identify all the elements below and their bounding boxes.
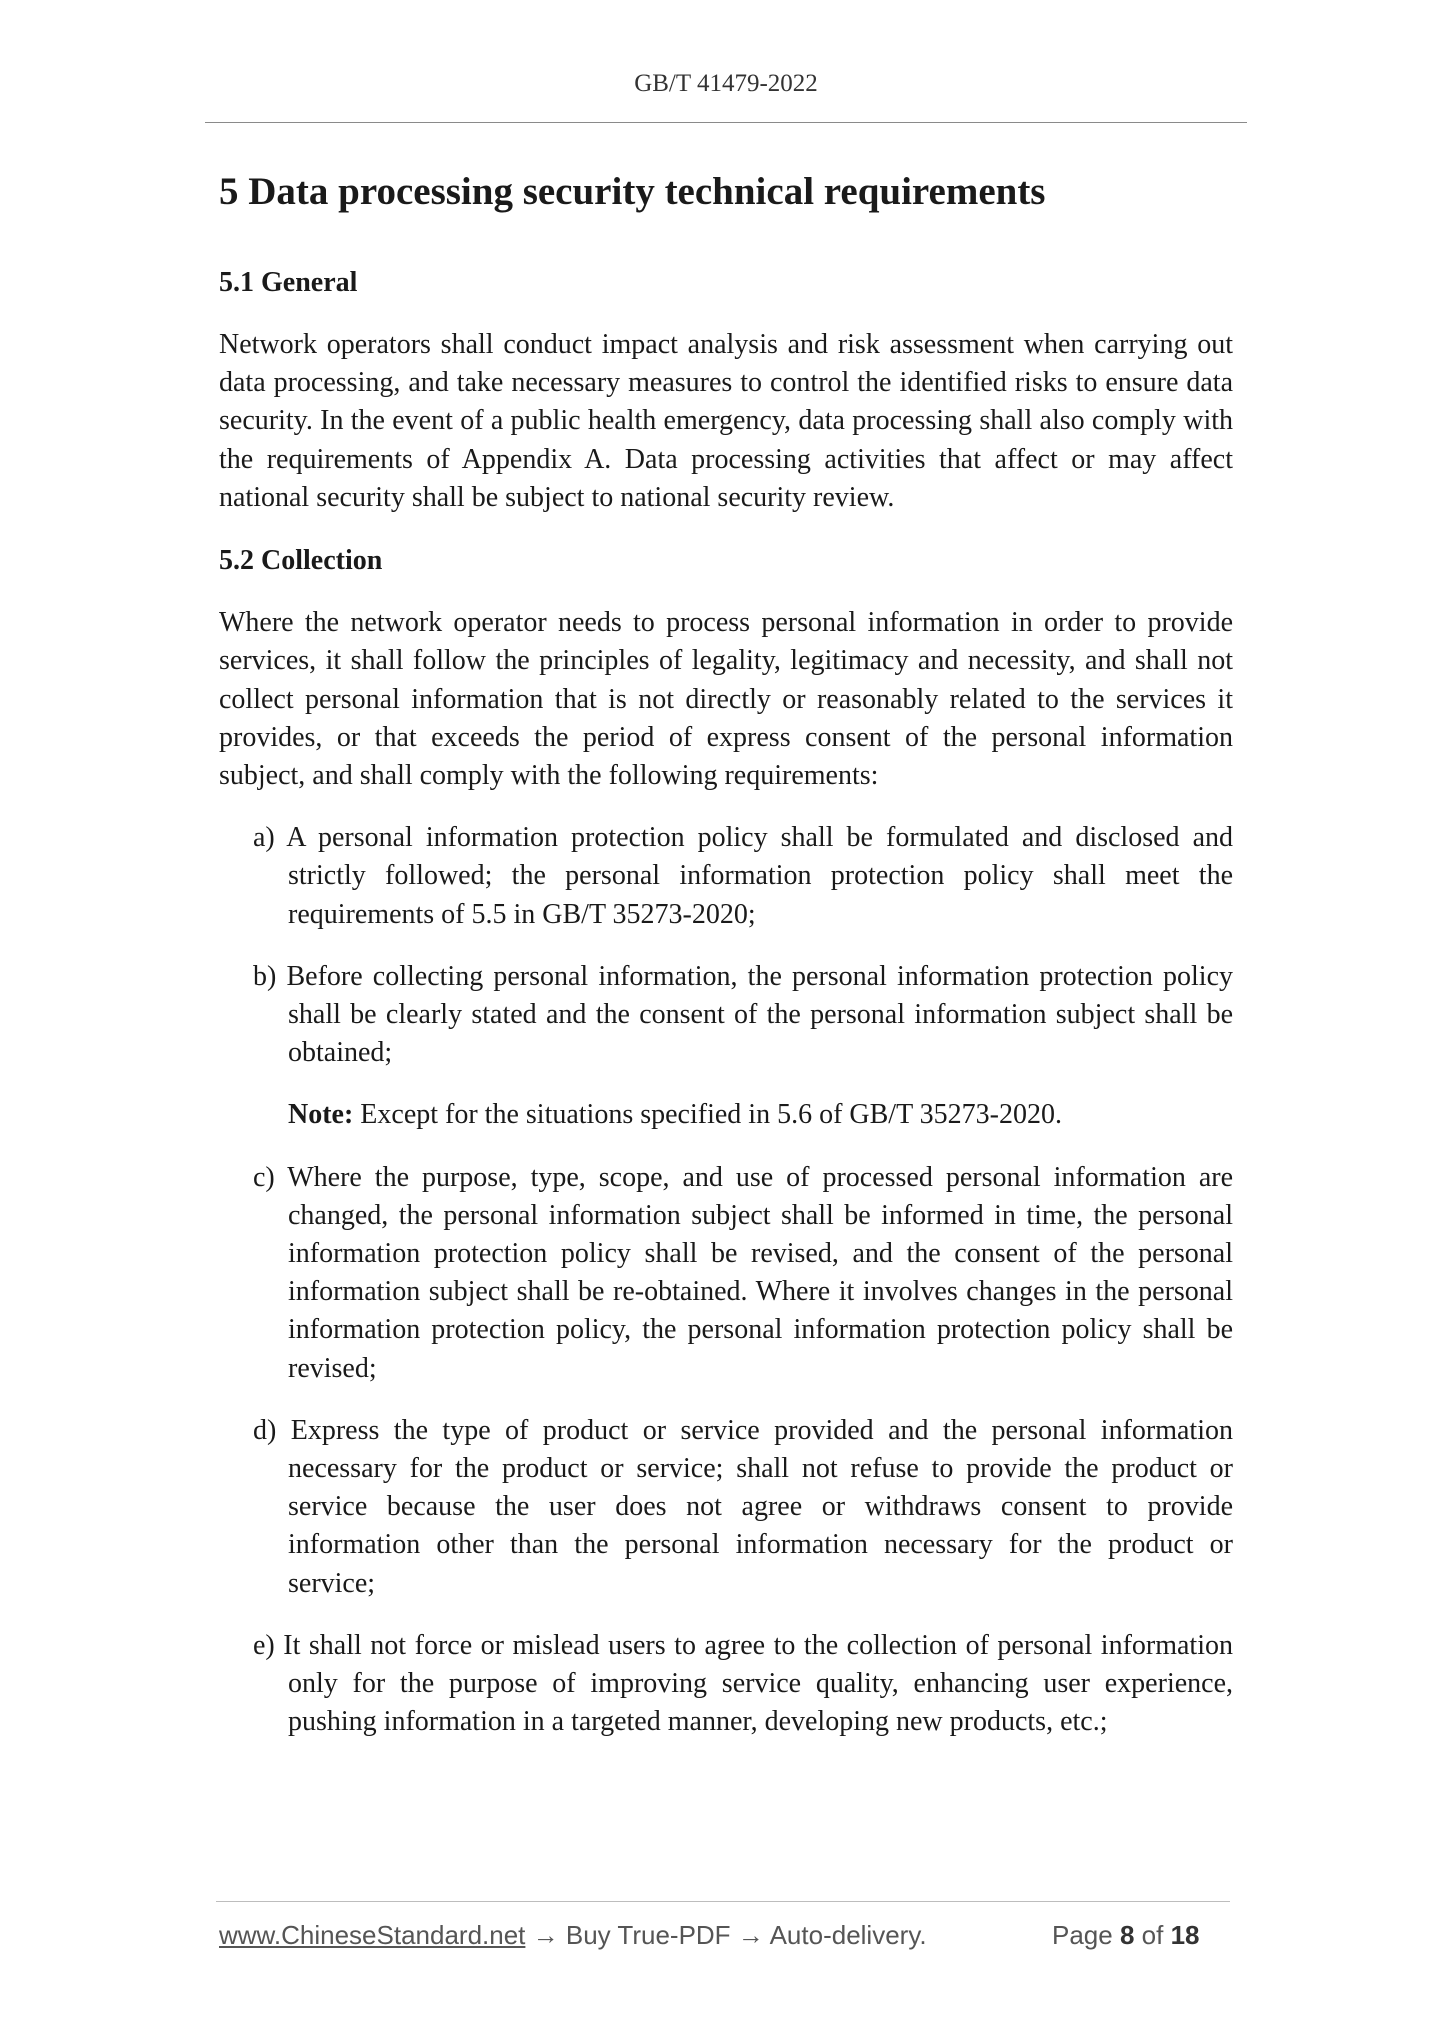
list-item-b: b) Before collecting personal information, the personal information protection policy shall be clearly stated and the consent of the personal information subject shall be obtained;	[253, 960, 1233, 1069]
requirements-list	[219, 819, 1233, 1741]
paragraph-general: Network operators shall conduct impact analysis and risk assessment when carrying out data processing, and take necessary measures to control the identified risks to ensure data security. In the event of a public health emergency, data processing shall also comply with the requirements of Appendix A. Data processing activities that affect or may affect national security shall be subject to national security review.	[219, 328, 1233, 513]
list-item-d: d) Express the type of product or service provided and the personal information necessary for the product or service; shall not refuse to provide the product or service because the user does not agree or withdraws consent to provide information other than the personal information necessary for the product or service;	[253, 1414, 1233, 1599]
arrow-icon: →	[525, 1920, 566, 1950]
buy-text: Buy True-PDF	[565, 1920, 731, 1950]
note	[219, 1096, 1233, 1134]
page-word: Page	[1052, 1920, 1113, 1950]
list-item-a: a) A personal information protection policy shall be formulated and disclosed and strictly followed; the personal information protection policy shall meet the requirements of 5.5 in GB/T 35273-2020;	[253, 822, 1233, 930]
subsection-heading-collection: 5.2 Collection	[219, 544, 383, 576]
header-divider	[205, 122, 1247, 123]
subsection-heading-general: 5.1 General	[219, 266, 358, 298]
footer-divider	[216, 1901, 1230, 1902]
delivery-text: Auto-delivery.	[769, 1920, 927, 1950]
note-text: Except for the situations specified in 5.6 of GB/T 35273-2020.	[353, 1099, 1062, 1131]
of-word: of	[1141, 1920, 1164, 1950]
arrow-icon: →	[730, 1920, 770, 1950]
list-item-c: c) Where the purpose, type, scope, and use of processed personal information are changed, the personal information subject shall be informed in time, the personal information protection policy shall be revised, and the consent of the personal information subject shall be re-obtained. Where it involves changes in the personal information protection policy, the personal information protection policy shall be revised;	[253, 1161, 1233, 1384]
page-total: 18	[1170, 1920, 1200, 1950]
website-link[interactable]: www.ChineseStandard.net	[219, 1920, 526, 1950]
footer-promo	[219, 1920, 927, 1951]
page-content	[219, 168, 1233, 1765]
page-current: 8	[1119, 1920, 1135, 1950]
section-title: 5 Data processing security technical requirements	[219, 170, 1046, 213]
list-item-e: e) It shall not force or mislead users to agree to the collection of personal information only for the purpose of improving service quality, enhancing user experience, pushing information in a targeted manner, developing new products, etc.;	[253, 1629, 1233, 1738]
note-label: Note:	[288, 1099, 354, 1131]
paragraph-collection: Where the network operator needs to process personal information in order to provide services, it shall follow the principles of legality, legitimacy and necessity, and shall not collect personal information that is not directly or reasonably related to the services it provides, or that exceeds the period of express consent of the personal information subject, and shall comply with the following requirements:	[219, 607, 1233, 791]
page-number	[1052, 1920, 1200, 1951]
running-header: GB/T 41479-2022	[634, 70, 818, 97]
